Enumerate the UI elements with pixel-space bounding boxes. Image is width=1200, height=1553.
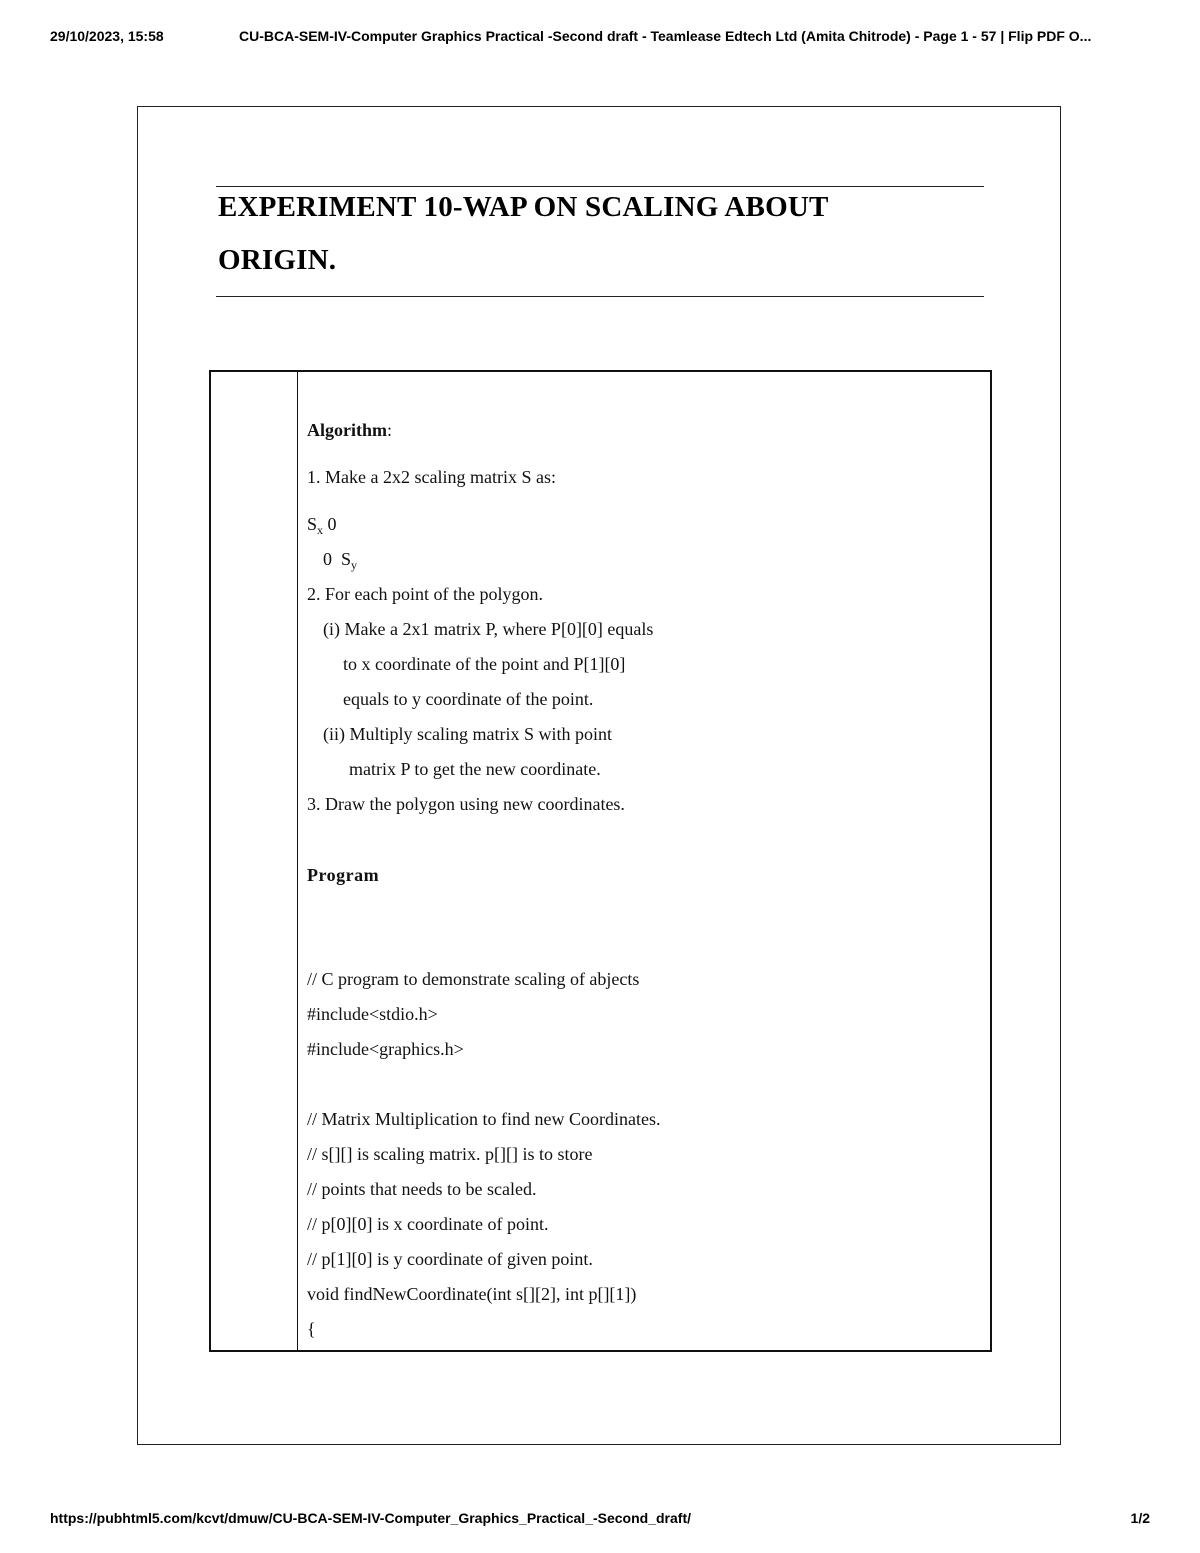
matrix-row-2 — [323, 549, 357, 570]
algorithm-step-2-i-line-3: equals to y coordinate of the point. — [343, 689, 594, 709]
matrix-sx-subscript: x — [317, 523, 324, 537]
print-header — [50, 28, 1150, 52]
code-line: { — [307, 1319, 316, 1339]
code-line: // p[0][0] is x coordinate of point. — [307, 1214, 549, 1234]
code-line: // C program to demonstrate scaling of abjects — [307, 969, 640, 989]
algorithm-step-2: 2. For each point of the polygon. — [307, 584, 543, 604]
code-line: // s[][] is scaling matrix. p[][] is to store — [307, 1144, 593, 1164]
experiment-title-line-2: ORIGIN. — [218, 244, 337, 276]
print-page-count: 1/2 — [1130, 1510, 1150, 1526]
experiment-title-line-1: EXPERIMENT 10-WAP ON SCALING ABOUT — [218, 191, 829, 223]
algorithm-step-2-i-line-1: (i) Make a 2x1 matrix P, where P[0][0] equals — [323, 619, 654, 639]
code-line: #include<graphics.h> — [307, 1039, 464, 1059]
code-line: // Matrix Multiplication to find new Coordinates. — [307, 1109, 661, 1129]
algorithm-heading-line — [307, 420, 392, 441]
algorithm-step-2-i-line-2: to x coordinate of the point and P[1][0] — [343, 654, 626, 674]
title-top-rule — [216, 186, 984, 187]
algorithm-step-3: 3. Draw the polygon using new coordinates. — [307, 794, 625, 814]
algorithm-step-2-ii-line-2: matrix P to get the new coordinate. — [349, 759, 601, 779]
print-datetime: 29/10/2023, 15:58 — [50, 28, 164, 44]
print-footer — [50, 1510, 1150, 1534]
algorithm-step-2-ii-line-1: (ii) Multiply scaling matrix S with point — [323, 724, 612, 744]
matrix-row-1-zero: 0 — [323, 514, 337, 534]
code-line: // p[1][0] is y coordinate of given point. — [307, 1249, 593, 1269]
print-document-title: CU-BCA-SEM-IV-Computer Graphics Practical -Second draft - Teamlease Edtech Ltd (Amita Chitrode) - Page 1 - 57 | Flip PDF O... — [239, 28, 1092, 44]
column-divider — [297, 372, 298, 1350]
code-line: // points that needs to be scaled. — [307, 1179, 537, 1199]
matrix-sy-subscript: y — [351, 558, 358, 572]
matrix-row-1 — [307, 514, 337, 535]
matrix-s-label: S — [307, 514, 318, 534]
print-url: https://pubhtml5.com/kcvt/dmuw/CU-BCA-SEM-IV-Computer_Graphics_Practical_-Second_draft/ — [50, 1510, 691, 1526]
code-line: void findNewCoordinate(int s[][2], int p[][1]) — [307, 1284, 637, 1304]
matrix-row-2-values: 0 S — [323, 549, 352, 569]
algorithm-heading: Algorithm — [307, 420, 387, 440]
code-line: #include<stdio.h> — [307, 1004, 438, 1024]
program-heading: Program — [307, 865, 380, 885]
title-bottom-rule — [216, 296, 984, 297]
algorithm-heading-colon: : — [387, 420, 393, 440]
algorithm-step-1: 1. Make a 2x2 scaling matrix S as: — [307, 467, 556, 487]
